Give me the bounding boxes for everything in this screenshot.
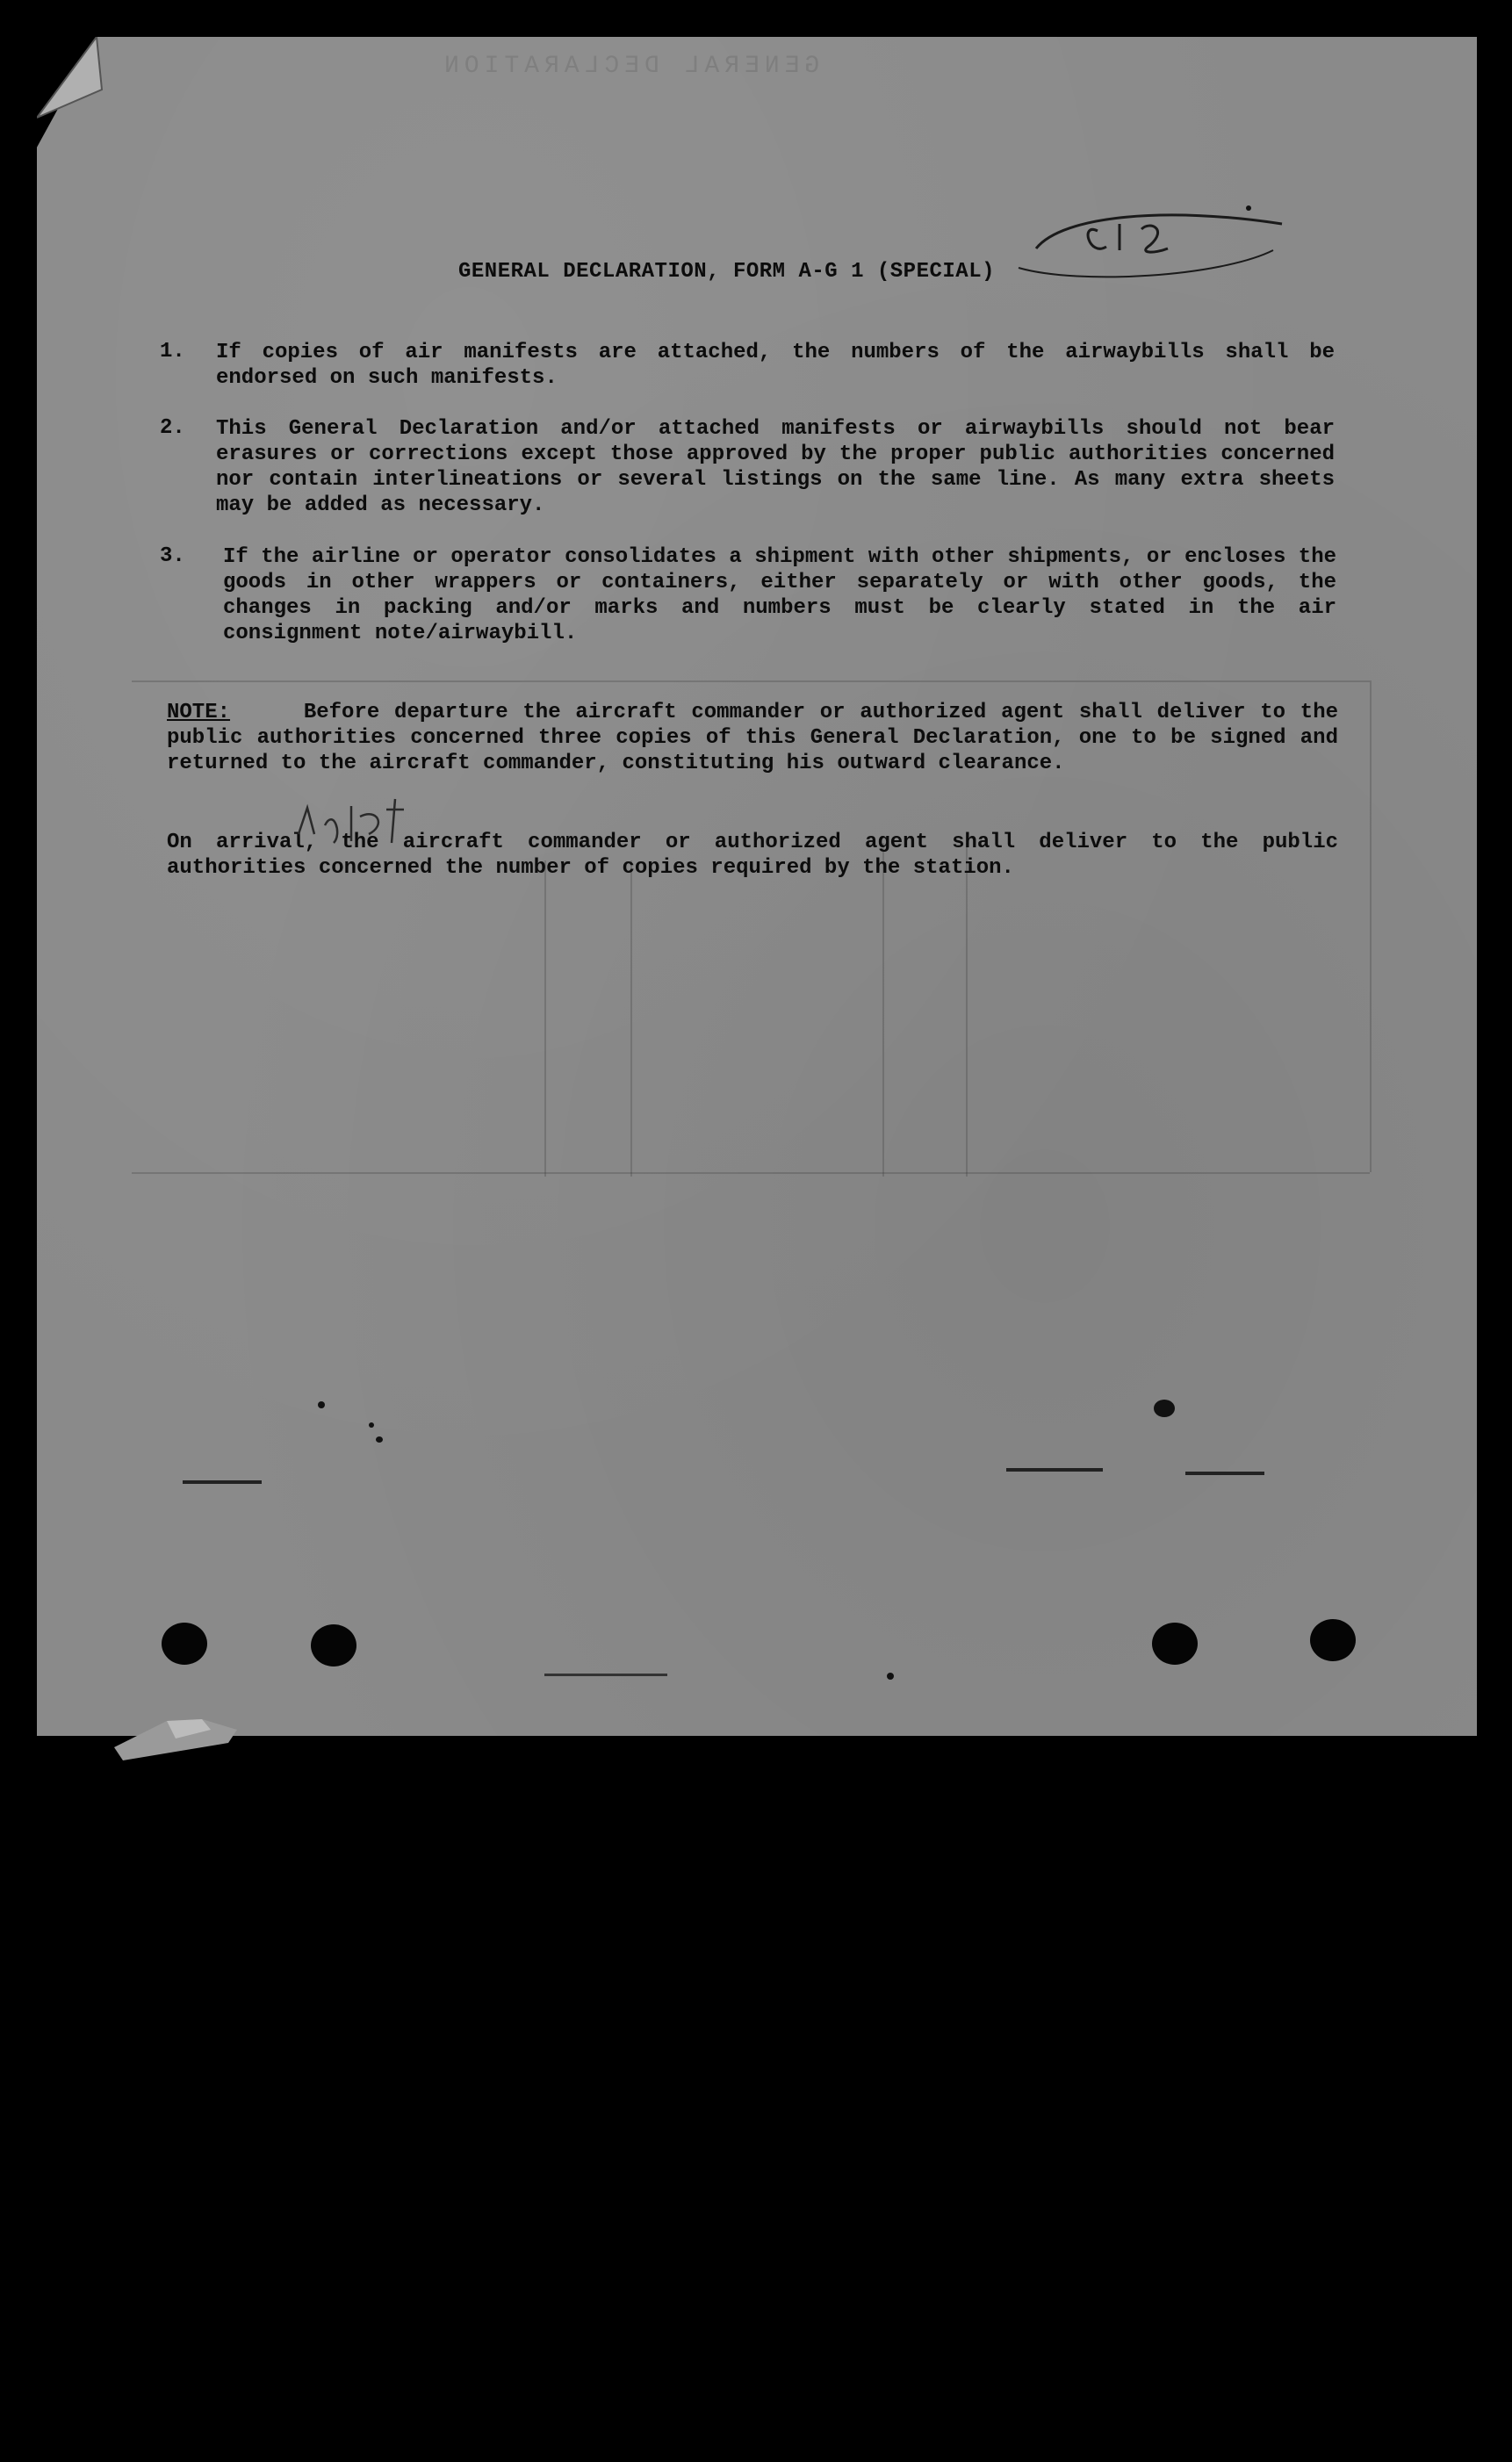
item-text: This General Declaration and/or attached manifests or airwaybills should not bear erasures or corrections except those approved by the proper public authorities concerned nor contain interlineations or several listings on the same line. As many extra sheets may be added as necessary. bbox=[216, 417, 1335, 517]
bleed-through-line bbox=[132, 680, 1370, 682]
item-number: 3. bbox=[160, 544, 185, 568]
dash-mark bbox=[183, 1480, 262, 1484]
bleed-through-text: GENERAL DECLARATION bbox=[439, 53, 820, 80]
punch-hole bbox=[162, 1623, 207, 1665]
dash-mark bbox=[1006, 1468, 1103, 1472]
punch-hole bbox=[311, 1624, 356, 1667]
bleed-through-line bbox=[132, 1172, 1370, 1174]
punch-hole bbox=[1310, 1619, 1356, 1661]
bleed-through-line bbox=[966, 843, 968, 1177]
note-text: Before departure the aircraft commander or authorized agent shall deliver to the public authorities concerned three copies of this General Declaration, one to be signed and returned to the aircraft commander, constituting his outward clearance. bbox=[167, 701, 1339, 775]
item-number: 1. bbox=[160, 340, 185, 364]
arrival-paragraph: On arrival, the aircraft commander or authorized agent shall deliver to the public authorities concerned the number of copies required by the station. bbox=[167, 831, 1338, 880]
document-title: GENERAL DECLARATION, FORM A-G 1 (SPECIAL) bbox=[458, 260, 995, 284]
dash-mark bbox=[544, 1674, 667, 1676]
bleed-through-line bbox=[882, 843, 884, 1177]
dash-mark bbox=[1185, 1472, 1264, 1475]
item-text: If the airline or operator consolidates a shipment with other shipments, or encloses the goods in other wrappers or containers, either separately or with other goods, the changes in packing and/or marks and numbers must be clearly stated in the air consignment note/airwaybill. bbox=[223, 545, 1336, 645]
ink-speck bbox=[887, 1673, 894, 1680]
ink-speck bbox=[318, 1401, 325, 1408]
note-label: NOTE: bbox=[167, 701, 231, 724]
note-paragraph bbox=[167, 700, 1338, 776]
punch-hole bbox=[1152, 1623, 1198, 1665]
ink-speck bbox=[1154, 1400, 1175, 1417]
ink-speck bbox=[376, 1436, 383, 1443]
ink-speck bbox=[369, 1422, 374, 1428]
bleed-through-line bbox=[630, 860, 632, 1177]
bleed-through-line bbox=[544, 860, 546, 1177]
bleed-through-line bbox=[1370, 680, 1372, 1172]
item-text: If copies of air manifests are attached, the numbers of the airwaybills shall be endorsed on such manifests. bbox=[216, 341, 1335, 390]
item-number: 2. bbox=[160, 416, 185, 440]
